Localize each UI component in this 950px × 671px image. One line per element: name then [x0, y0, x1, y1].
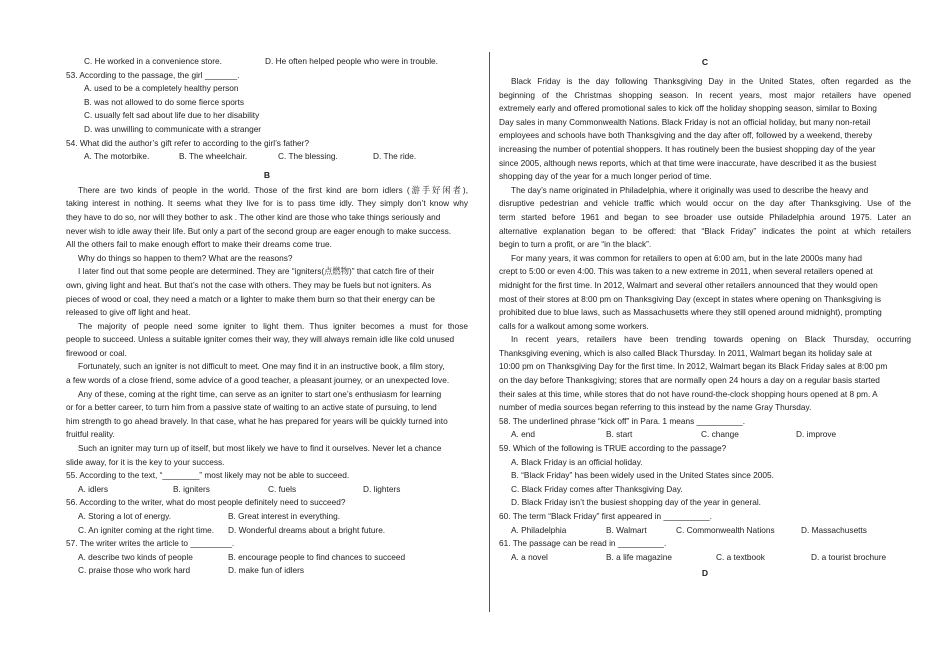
option: C. An igniter coming at the right time.: [78, 524, 215, 535]
option: A. describe two kinds of people: [78, 551, 193, 562]
passage-line: number of media sources began referring to this instead by the name Gray Thursday.: [499, 402, 812, 413]
passage-line: extremely early and offered promotional sales to kick off the holiday shopping season, similar to Boxing: [499, 103, 877, 114]
option: B. “Black Friday” has been widely used in the United States since 2005.: [511, 470, 774, 481]
option: A. used to be a completely healthy person: [84, 83, 239, 94]
option: D. improve: [796, 429, 837, 440]
passage-line: fruitful reality.: [66, 429, 115, 440]
column-divider: [489, 52, 490, 612]
option: B. Great interest in everything.: [228, 511, 341, 521]
passage-line: beginning of the Christmas shopping season. In recent years, most major retailers have opened: [499, 89, 911, 100]
passage-line: Any of these, coming at the right time, can serve as an igniter to start one’s enthusiasm for learning: [78, 388, 442, 399]
passage-line: disruptive pedestrian and vehicle traffic which would occur on the day after Thanksgiving. Use of the: [499, 198, 911, 209]
option: C. fuels: [268, 483, 297, 494]
section-heading: C: [701, 57, 709, 67]
passage-line: increasing the number of potential shoppers. It has routinely been the busiest shopping day of the year: [499, 143, 876, 154]
passage-line: In recent years, retailers have been trending towards opening on Black Thursday, occurring: [511, 334, 911, 345]
passage-line: released to give off light and heat.: [66, 307, 191, 318]
question-stem: 58. The underlined phrase “kick off” in Para. 1 means __________.: [499, 415, 745, 426]
question-stem: 60. The term “Black Friday” first appeared in __________.: [499, 511, 712, 521]
q54-options: [66, 150, 468, 164]
option: C. Commonwealth Nations: [676, 524, 775, 535]
passage-line: people to succeed. Unless a suitable igniter comes their way, they will always remain idle like cold unused: [66, 334, 455, 345]
option: D. Massachusetts: [801, 524, 867, 535]
passage-line: Fortunately, such an igniter is not difficult to meet. One may find it in an instructive book, a film story,: [78, 361, 445, 372]
passage-line: firewood or coal.: [66, 347, 127, 358]
passage-line: Thanksgiving evening, which is also called Black Thursday. In 2011, Walmart began its holiday sale at: [499, 347, 872, 358]
right-column: [499, 55, 911, 580]
question-stem: 57. The writer writes the article to _________.: [66, 538, 235, 549]
passage-line: I later find out that some people are determined. They are “igniters(点燃物)” that catch fire of their: [78, 266, 435, 277]
passage-line: they have to do so, nor will they bother to ask . The other kind are those who take things seriously and: [66, 211, 441, 222]
option: C. change: [701, 429, 739, 440]
passage-line: him strength to go ahead bravely. In that case, what he has prepared for years will be quickly turned into: [66, 415, 448, 426]
option: B. encourage people to find chances to succeed: [228, 551, 406, 562]
question-stem: 61. The passage can be read in __________.: [499, 538, 667, 549]
option: D. lighters: [363, 483, 401, 494]
passage-line: term started before 1961 and began to see broader use outside Philadelphia around 1975. Later an: [499, 211, 911, 222]
passage-line: Black Friday is the day following Thanksgiving Day in the United States, often regarded as the: [511, 76, 911, 86]
option: B. was not allowed to do some fierce sports: [84, 96, 245, 107]
passage-line: 10:00 pm on Thanksgiving Day for the first time. In 2012, Walmart began its Black Friday sales at 8:00 pm: [499, 361, 888, 372]
question-stem: 54. What did the author’s gift refer to according to the girl’s father?: [66, 137, 310, 148]
option: C. The blessing.: [278, 151, 338, 162]
passage-line: on the day before Thanksgiving; stores that are normally open 24 hours a day on a regular basis started: [499, 375, 880, 386]
option: D. The ride.: [373, 151, 417, 162]
passage-line: Why do things so happen to them? What are the reasons?: [78, 252, 293, 263]
left-column: [66, 55, 468, 578]
option: B. Walmart: [606, 524, 647, 535]
option: B. start: [606, 429, 633, 440]
passage-line: own, giving light and heat. But that’s not the case with others. They may be fuels but not igniters. As: [66, 279, 432, 290]
option: B. The wheelchair.: [179, 151, 248, 162]
option: D. make fun of idlers: [228, 565, 305, 576]
passage-line: begin to turn a profit, or are “in the black”.: [499, 239, 652, 250]
q56-options: [66, 524, 468, 538]
option: A. The motorbike.: [84, 151, 150, 162]
question-stem: 55. According to the text, “________” most likely may not be able to succeed.: [66, 470, 350, 481]
passage-line: There are two kinds of people in the world. Those of the first kind are born idlers (游手好闲者),: [78, 184, 468, 195]
option: B. igniters: [173, 483, 210, 494]
passage-line: prohibited due to blue laws, such as Massachusetts where they still opened around midnight), prompting: [499, 307, 882, 318]
question-stem: 56. According to the writer, what do most people definitely need to succeed?: [66, 497, 346, 508]
option: A. a novel: [511, 551, 548, 562]
passage-line: The day’s name originated in Philadelphia, where it originally was used to describe the heavy and: [511, 184, 869, 195]
passage-line: employees and schools have both Thanksgiving and the day after off, followed by a weekend, thereby: [499, 130, 873, 141]
passage-line: For many years, it was common for retailers to open at 6:00 am, but in the late 2000s many had: [511, 252, 862, 263]
passage-line: Such an igniter may turn up of itself, but most likely we have to find it ourselves. Never let a chance: [78, 443, 442, 454]
q52-options: [66, 55, 468, 69]
passage-line: or for a better career, to turn him from a passive state of waiting to an active state of pursuing, to lend: [66, 402, 437, 413]
option: D. Black Friday isn’t the busiest shopping day of the year in general.: [511, 497, 761, 508]
q56-options: [66, 510, 468, 524]
section-heading: B: [263, 169, 271, 180]
passage-line: a few words of a close friend, some advice of a good teacher, a pleasant journey, or an unexpected love.: [66, 375, 450, 386]
section-heading: D: [701, 568, 709, 579]
passage-line: calls for a walkout among some workers.: [499, 320, 649, 331]
passage-line: since 2005, although news reports, which at that time were inaccurate, have described it as the busiest: [499, 157, 877, 168]
q55-options: [66, 483, 468, 497]
passage-line: never wish to idle away their life. But only a part of the second group are eager enough to make success.: [66, 225, 452, 236]
passage-line: Day sales in many Commonwealth Nations. Black Friday is not an official holiday, but many non-retail: [499, 116, 871, 127]
q60-options: [499, 524, 911, 538]
option: C. praise those who work hard: [78, 565, 191, 576]
option: D. Wonderful dreams about a bright future.: [228, 524, 386, 535]
passage-line: their sales at this time, while stores that do not have round-the-clock shopping hours opened at 8 pm. A: [499, 388, 878, 399]
passage-line: most of their stores at 8:00 pm on Thanksgiving Day (except in states where opening on Thanksgiving is: [499, 293, 882, 304]
q61-options: [499, 551, 911, 565]
option: A. Storing a lot of energy.: [78, 511, 172, 521]
option: D. He often helped people who were in trouble.: [265, 56, 438, 66]
question-stem: 53. According to the passage, the girl _______.: [66, 69, 240, 80]
option: D. was unwilling to communicate with a stranger: [84, 123, 262, 134]
option: B. a life magazine: [606, 551, 672, 562]
option: A. Philadelphia: [511, 524, 567, 535]
option: A. Black Friday is an official holiday.: [511, 456, 643, 467]
question-stem: 59. Which of the following is TRUE according to the passage?: [499, 443, 727, 454]
option: A. end: [511, 429, 535, 440]
q57-options: [66, 564, 468, 578]
option: D. a tourist brochure: [811, 551, 887, 562]
passage-line: slide away, for it is the key to your success.: [66, 456, 225, 467]
passage-line: taking interest in nothing. It seems what they live for is to pass time idly. They simply don’t know why: [66, 198, 468, 209]
option: C. usually felt sad about life due to her disability: [84, 110, 260, 121]
passage-line: alternative explanation began to be offered: that “Black Friday” indicates the point at which retailers: [499, 225, 911, 236]
q58-options: [499, 428, 911, 442]
option: C. Black Friday comes after Thanksgiving Day.: [511, 483, 683, 494]
option: C. a textbook: [716, 551, 765, 562]
passage-line: All the others fail to make enough effort to make their dreams come true.: [66, 239, 332, 250]
option: C. He worked in a convenience store.: [84, 56, 222, 66]
passage-line: crept to 5:00 or even 4:00. This was taken to a new extreme in 2011, when several retailers opened at: [499, 266, 873, 277]
q57-options: [66, 551, 468, 565]
passage-line: midnight for the first time. In 2012, Walmart and several other retailers announced that they would open: [499, 279, 878, 290]
passage-line: The majority of people need some igniter to light them. Thus igniter becomes a must for those: [78, 320, 468, 331]
passage-line: pieces of wood or coal, they need a match or a lighter to make them burn so that their energy can be: [66, 293, 435, 304]
option: A. idlers: [78, 483, 108, 494]
passage-line: shopping day of the year for a much longer period of time.: [499, 171, 712, 182]
